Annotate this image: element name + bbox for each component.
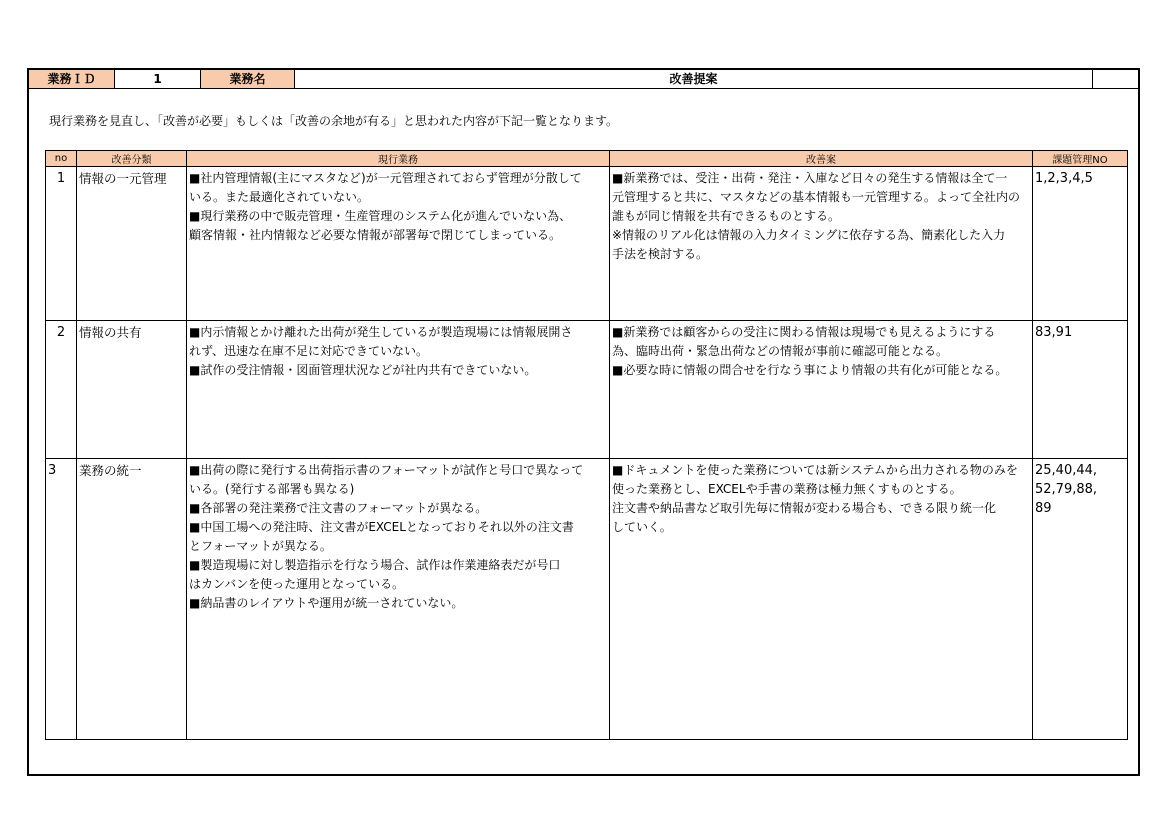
header-blank-cell — [1093, 70, 1138, 88]
proposal-line: 使った業務とし、EXCELや手書の業務は極力無くすものとする。 — [612, 482, 962, 496]
current-line: ■出荷の際に発行する出荷指示書のフォーマットが試作と号口で異なって — [189, 463, 584, 477]
proposal-line: 注文書や納品書など取引先毎に情報が変わる場合も、できる限り統一化 — [612, 501, 997, 515]
table-row — [46, 167, 1128, 321]
page-title: 改善提案 — [295, 70, 1093, 88]
business-id-value: 1 — [115, 70, 201, 88]
row-category: 情報の一元管理 — [77, 167, 187, 321]
business-name-label: 業務名 — [201, 70, 295, 88]
col-header-issue-no: 課題管理NO — [1033, 151, 1128, 167]
current-line: ■中国工場への発注時、注文書がEXCELとなっておりそれ以外の注文書 — [189, 520, 574, 534]
row-no: 1 — [46, 167, 77, 321]
col-header-category: 改善分類 — [77, 151, 187, 167]
row-no: 2 — [46, 321, 77, 459]
proposal-line: ■ドキュメントを使った業務については新システムから出力される物のみを — [612, 463, 1018, 477]
current-line: とフォーマットが異なる。 — [189, 539, 332, 553]
proposal-line: 元管理すると共に、マスタなどの基本情報も一元管理する。よって全社内の — [612, 190, 1021, 204]
current-line: ■各部署の発注業務で注文書のフォーマットが異なる。 — [189, 501, 488, 515]
current-line: 顧客情報・社内情報など必要な情報が部署毎で閉じてしまっている。 — [189, 228, 562, 242]
row-current — [187, 321, 610, 459]
current-line: ■納品書のレイアウトや運用が統一されていない。 — [189, 596, 464, 610]
proposal-line: ■必要な時に情報の問合せを行なう事により情報の共有化が可能となる。 — [612, 363, 1008, 377]
current-line: ■製造現場に対し製造指示を行なう場合、試作は作業連絡表だが号口 — [189, 558, 561, 572]
proposal-line: 為、臨時出荷・緊急出荷などの情報が事前に確認可能となる。 — [612, 344, 949, 358]
proposal-line: 手法を検討する。 — [612, 247, 709, 261]
col-header-proposal: 改善案 — [610, 151, 1033, 167]
row-category: 情報の共有 — [77, 321, 187, 459]
current-line: ■試作の受注情報・図面管理状況などが社内共有できていない。 — [189, 363, 537, 377]
row-issue-no — [1033, 321, 1128, 459]
current-line: ■内示情報とかけ離れた出荷が発生しているが製造現場には情報展開さ — [189, 325, 573, 339]
proposal-line: していく。 — [612, 520, 672, 534]
header-bar — [29, 70, 1138, 89]
intro-text: 現行業務を見直し、「改善が必要」もしくは「改善の余地が有る」と思われた内容が下記一覧となります。 — [49, 114, 619, 128]
current-line: はカンバンを使った運用となっている。 — [189, 577, 405, 591]
current-line: れず、迅速な在庫不足に対応できていない。 — [189, 344, 429, 358]
col-header-no: no — [46, 151, 77, 167]
table-row — [46, 321, 1128, 459]
table-header-row — [46, 151, 1128, 167]
row-no: 3 — [46, 459, 77, 740]
table-row — [46, 459, 1128, 740]
issue-line: 25,40,44, — [1035, 463, 1098, 478]
issue-line: 83,91 — [1035, 325, 1073, 340]
proposal-line: ■新業務では顧客からの受注に関わる情報は現場でも見えるようにする — [612, 325, 996, 339]
col-header-current: 現行業務 — [187, 151, 610, 167]
document-frame — [27, 68, 1140, 776]
row-proposal — [610, 321, 1033, 459]
issue-line: 52,79,88, — [1035, 482, 1098, 497]
row-current — [187, 167, 610, 321]
row-category: 業務の統一 — [77, 459, 187, 740]
row-issue-no — [1033, 459, 1128, 740]
row-current — [187, 459, 610, 740]
business-id-label: 業務ＩＤ — [29, 70, 115, 88]
current-line: いる。(発行する部署も異なる) — [189, 482, 355, 496]
current-line: ■社内管理情報(主にマスタなど)が一元管理されておらず管理が分散して — [189, 171, 582, 185]
row-issue-no — [1033, 167, 1128, 321]
current-line: いる。また最適化されていない。 — [189, 190, 370, 204]
issue-line: 89 — [1035, 501, 1052, 516]
row-proposal — [610, 459, 1033, 740]
current-line: ■現行業務の中で販売管理・生産管理のシステム化が進んでいない為、 — [189, 209, 572, 223]
proposal-line: ■新業務では、受注・出荷・発注・入庫など日々の発生する情報は全て一 — [612, 171, 1008, 185]
issue-line: 1,2,3,4,5 — [1035, 171, 1093, 186]
improvement-table — [45, 150, 1128, 740]
proposal-line: 誰もが同じ情報を共有できるものとする。 — [612, 209, 841, 223]
proposal-line: ※情報のリアル化は情報の入力タイミングに依存する為、簡素化した入力 — [612, 228, 1006, 242]
row-proposal — [610, 167, 1033, 321]
